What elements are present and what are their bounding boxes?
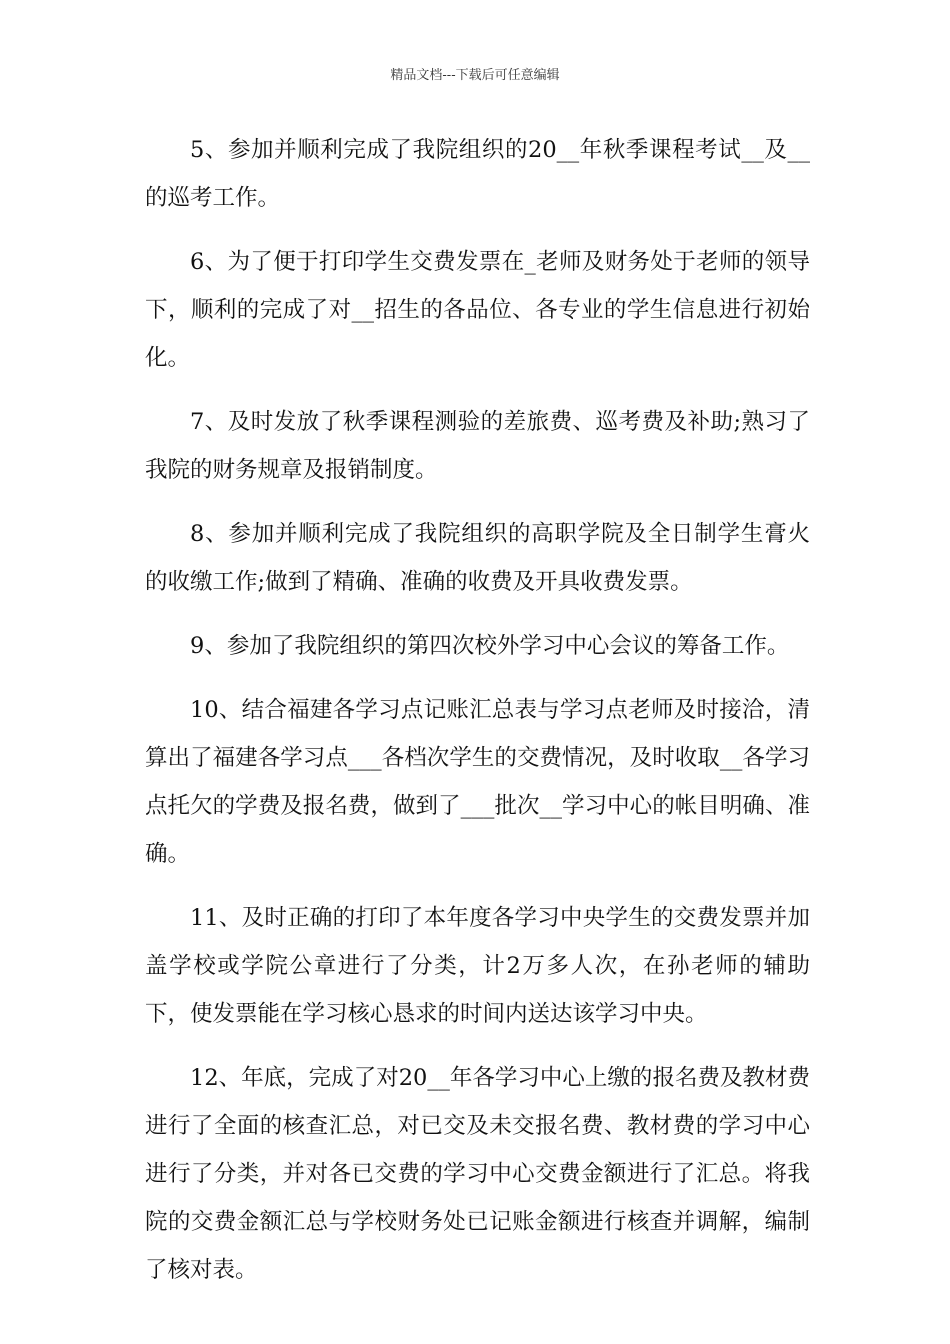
paragraph-item-11: 11、及时正确的打印了本年度各学习中央学生的交费发票并加盖学校或学院公章进行了分类，计2万多人次，在孙老师的辅助下，使发票能在学习核心恳求的时间内送达该学习中央。 (145, 905, 810, 1027)
paragraph-item-7: 7、及时发放了秋季课程测验的差旅费、巡考费及补助;熟习了我院的财务规章及报销制度。 (145, 409, 810, 483)
page-header: 精品文档---下载后可任意编辑 (390, 68, 560, 83)
paragraph-item-9: 9、参加了我院组织的第四次校外学习中心会议的筹备工作。 (190, 633, 790, 659)
paragraph-item-12: 12、年底，完成了对20__年各学习中心上缴的报名费及教材费进行了全面的核查汇总，对已交及未交报名费、教材费的学习中心进行了分类，并对各已交费的学习中心交费金额进行了汇总。将我院的交费金额汇总与学校财务处已记账金额进行核查并调解，编制了核对表。 (145, 1065, 810, 1283)
document-body (145, 126, 810, 1310)
paragraph-item-8: 8、参加并顺利完成了我院组织的高职学院及全日制学生膏火的收缴工作;做到了精确、准确的收费及开具收费发票。 (145, 521, 810, 595)
paragraph-item-6: 6、为了便于打印学生交费发票在_老师及财务处于老师的领导下，顺利的完成了对__招生的各品位、各专业的学生信息进行初始化。 (145, 249, 810, 371)
paragraph-item-5: 5、参加并顺利完成了我院组织的20__年秋季课程考试__及__的巡考工作。 (145, 137, 810, 211)
paragraph-item-10: 10、结合福建各学习点记账汇总表与学习点老师及时接洽，清算出了福建各学习点___各档次学生的交费情况，及时收取__各学习点托欠的学费及报名费，做到了___批次__学习中心的帐目明确、准确。 (145, 697, 810, 867)
